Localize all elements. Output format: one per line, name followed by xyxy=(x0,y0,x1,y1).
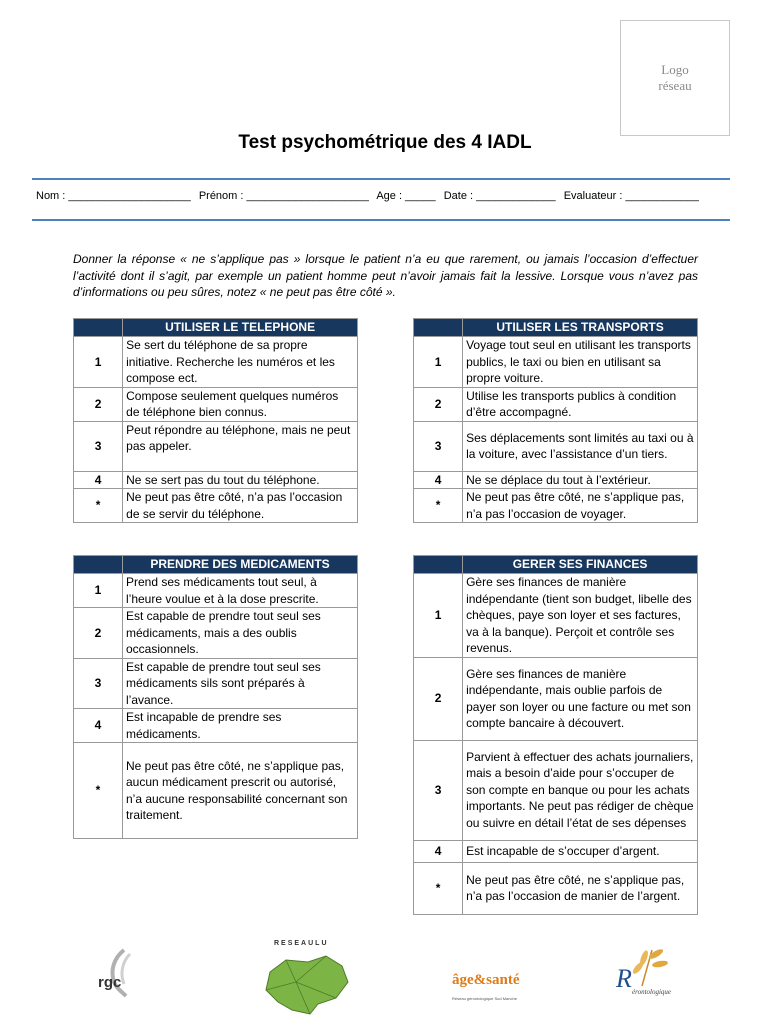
desc-cell: Ne se déplace du tout à l’extérieur. xyxy=(463,471,698,489)
table-row xyxy=(414,574,698,658)
desc-cell: Est capable de prendre tout seul ses médicaments, mais a des oublis occasionnels. xyxy=(122,608,357,659)
desc-cell: Ne se sert pas du tout du téléphone. xyxy=(123,471,358,489)
table-header-blank xyxy=(74,556,123,574)
score-cell[interactable]: 2 xyxy=(74,608,123,659)
desc-cell: Ne peut pas être côté, ne s’applique pas, n’a pas l’occasion de voyager. xyxy=(463,489,698,523)
table-header: UTILISER LES TRANSPORTS xyxy=(463,319,698,337)
table-header: GERER SES FINANCES xyxy=(463,556,698,574)
reseaulu-text: RESEAULU xyxy=(274,940,329,947)
score-cell[interactable]: 4 xyxy=(74,709,123,743)
score-cell[interactable]: 3 xyxy=(74,658,123,709)
nom-field[interactable]: Nom : ____________________ xyxy=(36,190,191,202)
score-cell[interactable]: * xyxy=(74,743,123,839)
desc-cell: Est incapable de s’occuper d’argent. xyxy=(463,840,698,862)
score-cell[interactable]: * xyxy=(414,862,463,914)
table-row xyxy=(414,471,698,489)
desc-cell: Ses déplacements sont limités au taxi ou à la voiture, avec l’assistance d’un tiers. xyxy=(463,421,698,471)
page-title: Test psychométrique des 4 IADL xyxy=(238,132,532,153)
rgc-text: rgc xyxy=(98,974,122,991)
age-sante-text: âge&santé xyxy=(452,972,520,988)
score-cell[interactable]: 4 xyxy=(414,840,463,862)
r-letter: R xyxy=(616,964,632,993)
score-cell[interactable]: 4 xyxy=(414,471,463,489)
score-cell[interactable]: * xyxy=(74,489,123,523)
score-cell[interactable]: 2 xyxy=(414,387,463,421)
desc-cell: Prend ses médicaments tout seul, à l’heure voulue et à la dose prescrite. xyxy=(122,574,357,608)
table-row xyxy=(414,387,698,421)
desc-cell: Utilise les transports publics à condition d’être accompagné. xyxy=(463,387,698,421)
table-row xyxy=(74,421,358,471)
desc-cell: Est incapable de prendre ses médicaments. xyxy=(122,709,357,743)
region-map-icon xyxy=(256,952,356,1018)
table-row xyxy=(414,337,698,388)
table-row xyxy=(74,387,358,421)
desc-cell: Est capable de prendre tout seul ses médicaments sils sont préparés à l’avance. xyxy=(122,658,357,709)
rgc-logo xyxy=(96,948,140,1010)
score-cell[interactable]: 1 xyxy=(414,337,463,388)
table-row xyxy=(414,862,698,914)
table-row xyxy=(74,658,358,709)
desc-cell: Ne peut pas être côté, ne s’applique pas, aucun médicament prescrit ou autorisé, n’a aucune responsabilité concernant son traitement. xyxy=(122,743,357,839)
desc-cell: Gère ses finances de manière indépendante, mais oublie parfois de payer son loyer ou une facture ou met son compte bancaire à découvert. xyxy=(463,657,698,740)
score-cell[interactable]: 3 xyxy=(74,421,123,471)
score-cell[interactable]: 1 xyxy=(74,337,123,388)
table-row xyxy=(74,337,358,388)
age-sante-logo xyxy=(452,964,522,1010)
bottom-rule xyxy=(32,219,730,221)
date-field[interactable]: Date : _____________ xyxy=(443,190,556,202)
table-row xyxy=(414,840,698,862)
table-header: PRENDRE DES MEDICAMENTS xyxy=(122,556,357,574)
table-row xyxy=(74,489,358,523)
table-row xyxy=(414,489,698,523)
table-row xyxy=(414,657,698,740)
desc-cell: Compose seulement quelques numéros de téléphone bien connus. xyxy=(123,387,358,421)
table-header-blank xyxy=(74,319,123,337)
score-cell[interactable]: 3 xyxy=(414,740,463,840)
r-subtitle: érontologique xyxy=(632,988,672,996)
prenom-field[interactable]: Prénom : ____________________ xyxy=(198,190,369,202)
top-rule xyxy=(32,178,730,180)
table-header-blank xyxy=(414,319,463,337)
score-cell[interactable]: 2 xyxy=(414,657,463,740)
desc-cell: Ne peut pas être côté, n’a pas l’occasion de se servir du téléphone. xyxy=(123,489,358,523)
r-gerontologique-logo xyxy=(612,946,672,1012)
desc-cell: Peut répondre au téléphone, mais ne peut pas appeler. xyxy=(123,421,358,471)
table-row xyxy=(74,709,358,743)
table-telephone xyxy=(73,318,358,523)
logo-placeholder xyxy=(620,20,730,136)
logo-line1: Logo xyxy=(661,62,689,77)
age-sante-subtitle: Réseau gérontologique Sud Manche xyxy=(452,996,517,1001)
evaluateur-field[interactable]: Evaluateur : ____________ xyxy=(563,190,699,202)
reseaulu-logo xyxy=(256,940,356,1018)
table-header: UTILISER LE TELEPHONE xyxy=(123,319,358,337)
desc-cell: Se sert du téléphone de sa propre initiative. Recherche les numéros et les compose ect. xyxy=(123,337,358,388)
table-row xyxy=(74,574,358,608)
table-finances xyxy=(413,555,698,915)
score-cell[interactable]: 1 xyxy=(74,574,123,608)
table-medicaments xyxy=(73,555,358,839)
desc-cell: Voyage tout seul en utilisant les transports publics, le taxi ou bien en utilisant sa propre voiture. xyxy=(463,337,698,388)
desc-cell: Ne peut pas être côté, ne s’applique pas, n’a pas l’occasion de manier de l’argent. xyxy=(463,862,698,914)
table-row xyxy=(74,608,358,659)
desc-cell: Gère ses finances de manière indépendante (tient son budget, libelle des chèques, paye son loyer et ses factures, va à la banque). Perçoit et contrôle ses revenus. xyxy=(463,574,698,658)
score-cell[interactable]: 3 xyxy=(414,421,463,471)
desc-cell: Parvient à effectuer des achats journaliers, mais a besoin d’aide pour s’occuper de son compte en banque ou pour les achats importants. Ne peut pas rédiger de chèque ou suivre en détail l’état de ses dépenses xyxy=(463,740,698,840)
score-cell[interactable]: 4 xyxy=(74,471,123,489)
score-cell[interactable]: 2 xyxy=(74,387,123,421)
table-header-blank xyxy=(414,556,463,574)
table-row xyxy=(414,421,698,471)
instructions-text: Donner la réponse « ne s’applique pas » lorsque le patient n’a eu que rarement, ou jamais l’occasion d’effectuer l’activité dont il s’agit, par exemple un patient homme peut n’avoir jamais fait la lessive. Lorsque vous n’avez pas d’informations ou peu sûres, notez « ne peut pas être côté ». xyxy=(73,252,698,299)
table-row xyxy=(414,740,698,840)
score-cell[interactable]: 1 xyxy=(414,574,463,658)
identification-fields xyxy=(36,190,704,202)
logo-line2: réseau xyxy=(658,78,692,93)
table-row xyxy=(74,743,358,839)
score-cell[interactable]: * xyxy=(414,489,463,523)
age-field[interactable]: Age : _____ xyxy=(376,190,436,202)
table-transports xyxy=(413,318,698,523)
table-row xyxy=(74,471,358,489)
